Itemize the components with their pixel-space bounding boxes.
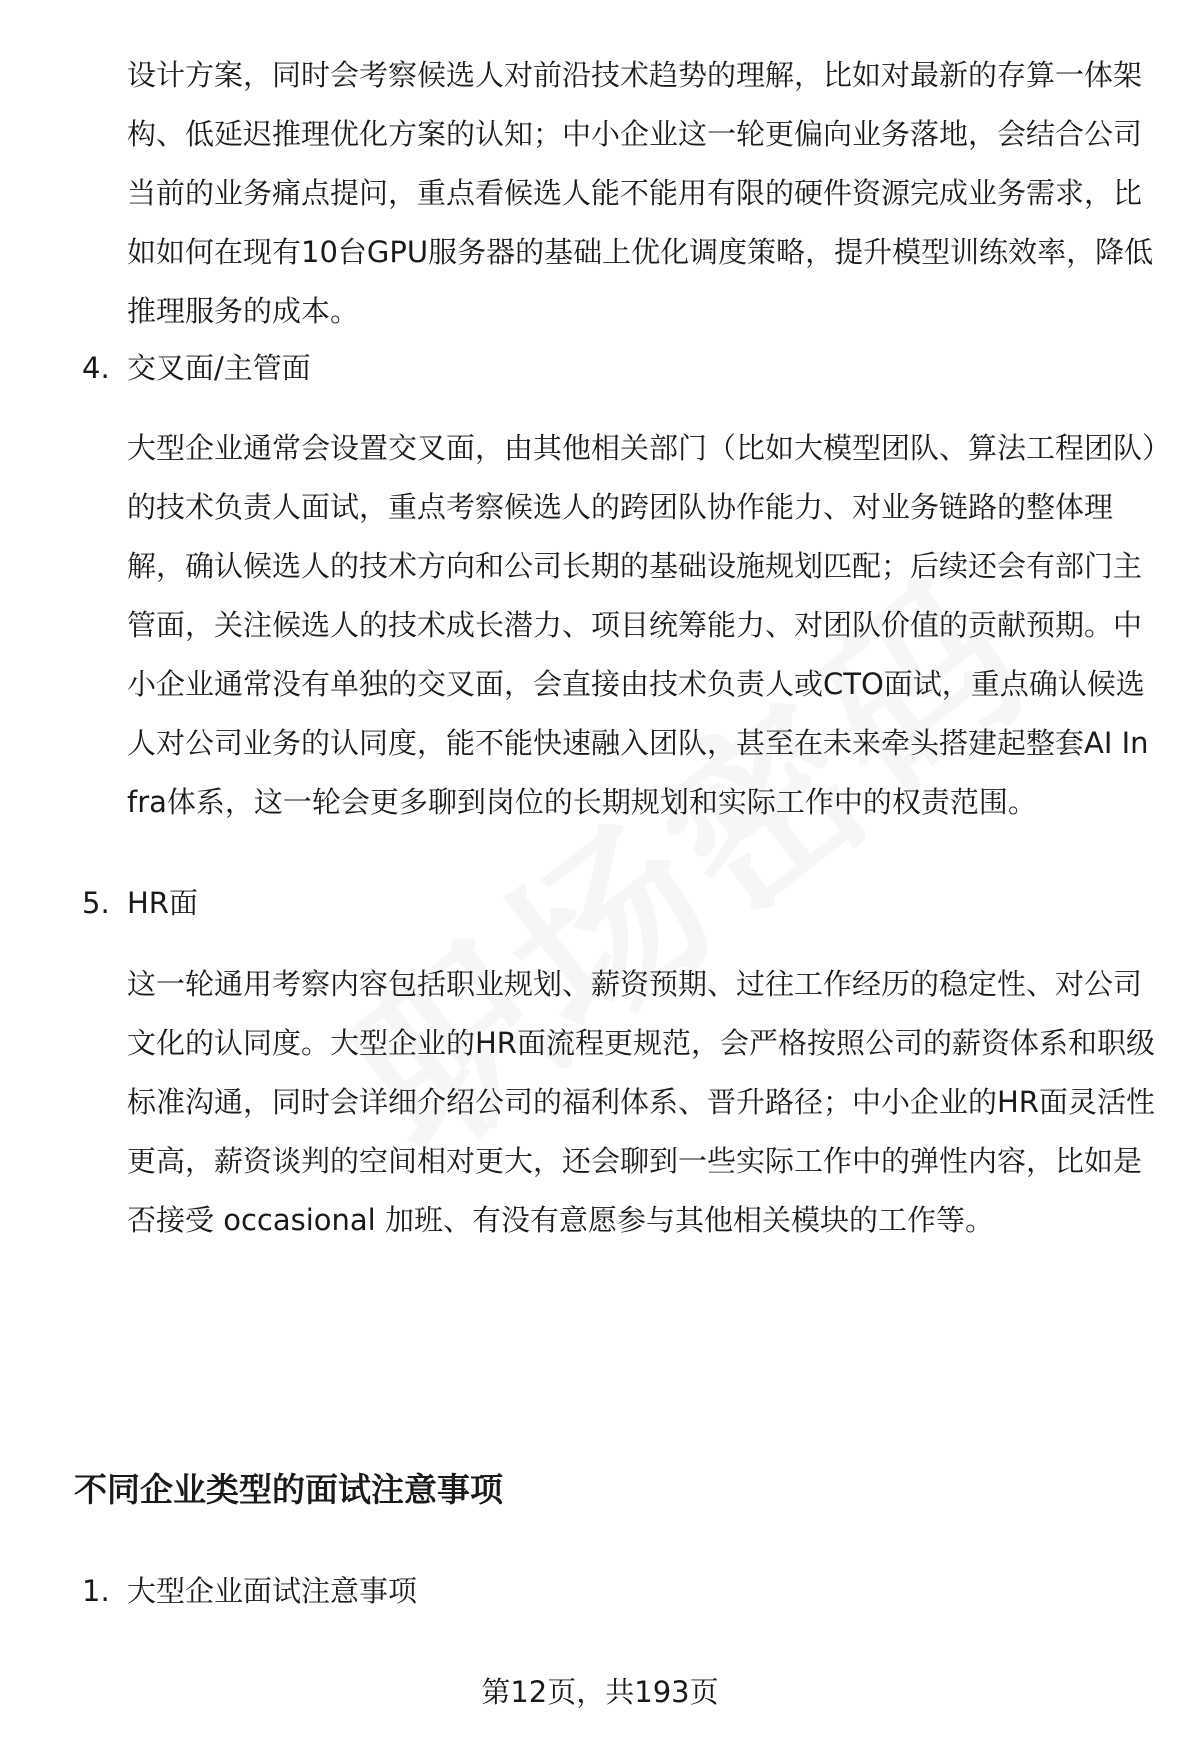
- list-label: HR面: [127, 886, 198, 920]
- paragraph-technical-round-end: 设计方案，同时会考察候选人对前沿技术趋势的理解，比如对最新的存算一体架构、低延迟推理优化方案的认知；中小企业这一轮更偏向业务落地，会结合公司当前的业务痛点提问，重点看候选人能不能用有限的硬件资源完成业务需求，比如如何在现有10台GPU服务器的基础上优化调度策略，提升模型训练效率，降低推理服务的成本。: [127, 58, 1154, 328]
- list-item-hr-interview: [82, 881, 198, 925]
- paragraph-cross-interview: 大型企业通常会设置交叉面，由其他相关部门（比如大模型团队、算法工程团队）的技术负责人面试，重点考察候选人的跨团队协作能力、对业务链路的整体理解，确认候选人的技术方向和公司长期的基础设施规划匹配；后续还会有部门主管面，关注候选人的技术成长潜力、项目统筹能力、对团队价值的贡献预期。中小企业通常没有单独的交叉面，会直接由技术负责人或CTO面试，重点确认候选人对公司业务的认同度，能不能快速融入团队，甚至在未来牵头搭建起整套AI Infra体系，这一轮会更多聊到岗位的长期规划和实际工作中的权责范围。: [127, 431, 1157, 819]
- page-footer: 第12页，共193页: [481, 1675, 719, 1709]
- paragraph-hr-interview: 这一轮通用考察内容包括职业规划、薪资预期、过往工作经历的稳定性、对公司文化的认同度。大型企业的HR面流程更规范，会严格按照公司的薪资体系和职级标准沟通，同时会详细介绍公司的福利体系、晋升路径；中小企业的HR面灵活性更高，薪资谈判的空间相对更大，还会聊到一些实际工作中的弹性内容，比如是否接受 occasional 加班、有没有意愿参与其他相关模块的工作等。: [127, 967, 1155, 1237]
- list-item-large-enterprise: [82, 1569, 417, 1613]
- list-number: 4.: [82, 351, 110, 385]
- list-number: 5.: [82, 886, 110, 920]
- list-label: 大型企业面试注意事项: [127, 1574, 418, 1608]
- section-heading: 不同企业类型的面试注意事项: [74, 1470, 503, 1509]
- list-label: 交叉面/主管面: [127, 351, 311, 385]
- list-number: 1.: [82, 1574, 110, 1608]
- list-item-cross-interview: [82, 346, 311, 390]
